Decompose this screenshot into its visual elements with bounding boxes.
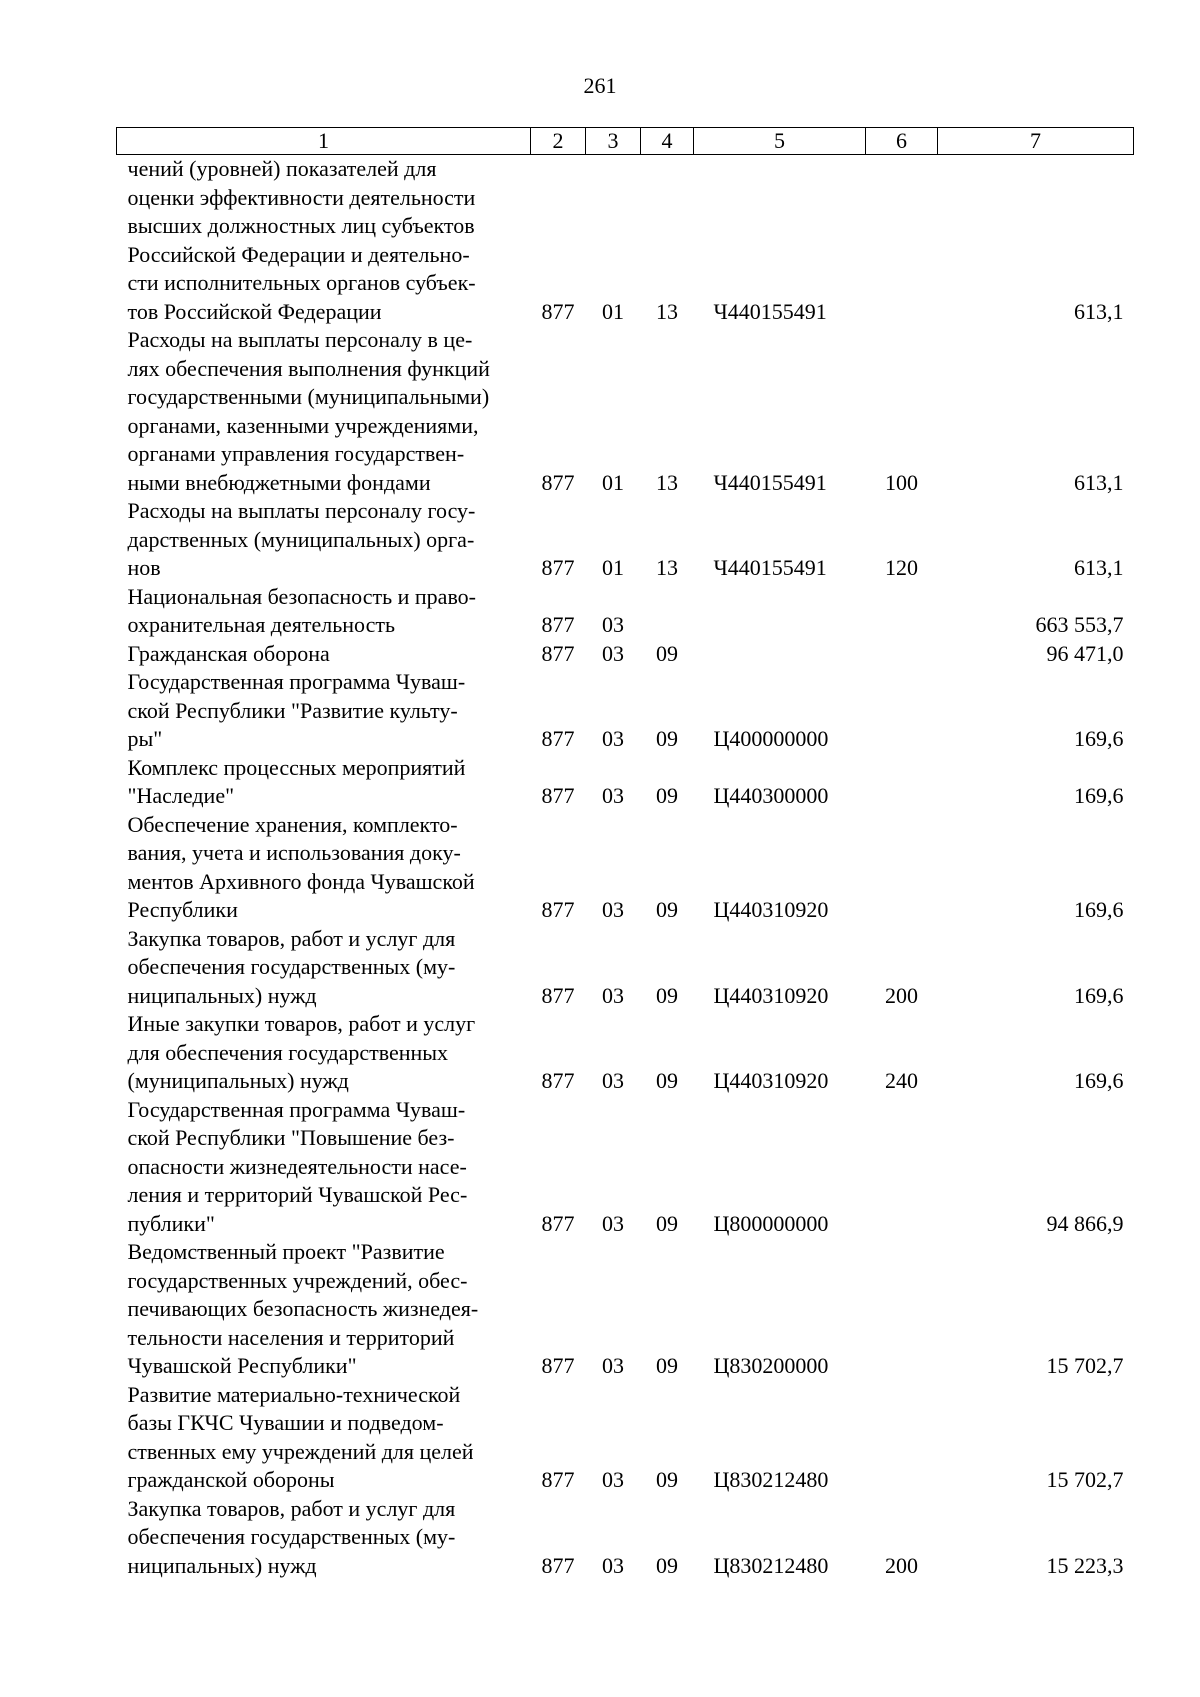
table-row	[117, 497, 1134, 583]
description-line: ментов Архивного фонда Чувашской	[127, 868, 475, 894]
description-line: органами, казенными учреждениями,	[127, 412, 479, 438]
description-line: ниципальных) нужд	[127, 982, 317, 1008]
cell-expense-type: 200	[885, 982, 918, 1008]
cell-target-article: Ц800000000	[713, 1210, 829, 1236]
row-description	[117, 1096, 531, 1239]
cell-amount: 169,6	[1074, 1068, 1124, 1093]
table-row	[117, 668, 1134, 754]
cell-admin-code: 877	[541, 897, 575, 922]
description-line: "Наследие"	[127, 783, 235, 808]
description-line: тельности населения и территорий	[127, 1324, 455, 1350]
description-line: ными внебюджетными фондами	[127, 469, 431, 495]
cell-target-article: Ц830212480	[713, 1552, 829, 1578]
table-row	[117, 754, 1134, 811]
cell-subsection: 13	[656, 555, 678, 580]
cell-section: 03	[602, 783, 624, 808]
cell-amount: 169,6	[1074, 897, 1124, 922]
description-line: охранительная деятельность	[127, 612, 396, 637]
description-line: Расходы на выплаты персоналу в це-	[127, 327, 473, 352]
cell-target-article	[694, 640, 866, 669]
description-line: ственных ему учреждений для целей	[127, 1438, 474, 1464]
cell-expense-type: 200	[885, 1552, 918, 1578]
cell-amount: 613,1	[1074, 469, 1124, 495]
description-line: государственных учреждений, обес-	[127, 1267, 468, 1293]
header-col-4: 4	[641, 128, 694, 155]
description-line: (муниципальных) нужд	[127, 1068, 349, 1093]
description-line: органами управления государствен-	[127, 441, 465, 466]
cell-amount: 94 866,9	[1046, 1210, 1124, 1236]
cell-subsection: 09	[656, 982, 678, 1008]
cell-amount: 613,1	[1074, 298, 1124, 324]
cell-section: 03	[602, 726, 624, 751]
row-description	[117, 1381, 531, 1495]
table-row	[117, 326, 1134, 497]
table-row	[117, 155, 1134, 327]
table-row	[117, 640, 1134, 669]
description-line: нов	[127, 555, 161, 580]
cell-admin-code: 877	[541, 726, 575, 751]
description-line: дарственных (муниципальных) орга-	[127, 526, 475, 552]
cell-section: 03	[602, 1552, 624, 1578]
description-line: вания, учета и использования доку-	[127, 840, 461, 865]
header-col-7: 7	[938, 128, 1134, 155]
description-line: ниципальных) нужд	[127, 1552, 317, 1578]
cell-target-article: Ч440155491	[713, 298, 827, 324]
cell-section: 03	[602, 612, 624, 637]
cell-admin-code: 877	[541, 612, 575, 637]
description-line: Расходы на выплаты персоналу госу-	[127, 498, 476, 523]
cell-section: 03	[602, 1068, 624, 1093]
cell-section: 03	[602, 1210, 624, 1236]
description-line: Иные закупки товаров, работ и услуг	[127, 1011, 476, 1036]
description-line: тов Российской Федерации	[127, 298, 382, 324]
description-line: базы ГКЧС Чувашии и подведом-	[127, 1410, 444, 1435]
cell-expense-type	[866, 1096, 938, 1239]
page-number: 261	[583, 73, 617, 98]
table-row	[117, 583, 1134, 640]
cell-subsection	[641, 583, 694, 640]
description-line: Российской Федерации и деятельно-	[127, 241, 470, 267]
row-description	[117, 1238, 531, 1381]
cell-amount: 15 223,3	[1046, 1552, 1124, 1578]
cell-admin-code: 877	[541, 1552, 575, 1578]
cell-target-article: Ч440155491	[713, 555, 827, 580]
cell-admin-code: 877	[541, 298, 575, 324]
description-line: Развитие материально-технической	[127, 1381, 461, 1407]
row-description	[117, 925, 531, 1011]
cell-amount: 613,1	[1074, 555, 1124, 580]
cell-admin-code: 877	[541, 783, 575, 808]
cell-expense-type	[866, 583, 938, 640]
cell-amount: 15 702,7	[1046, 1467, 1124, 1492]
cell-amount: 169,6	[1074, 726, 1124, 751]
cell-admin-code: 877	[541, 640, 575, 666]
description-line: Закупка товаров, работ и услуг для	[127, 1495, 456, 1521]
cell-target-article: Ч440155491	[713, 469, 827, 495]
budget-table	[116, 127, 1134, 1580]
cell-section: 01	[602, 298, 624, 324]
row-description	[117, 1010, 531, 1096]
cell-admin-code: 877	[541, 1210, 575, 1236]
cell-expense-type	[866, 668, 938, 754]
cell-subsection: 09	[656, 783, 678, 808]
header-col-3: 3	[586, 128, 641, 155]
description-line: Республики	[127, 897, 238, 922]
cell-subsection: 09	[656, 897, 678, 922]
cell-target-article: Ц440310920	[713, 897, 829, 922]
cell-section: 01	[602, 469, 624, 495]
cell-target-article: Ц400000000	[713, 726, 829, 751]
description-line: Обеспечение хранения, комплекто-	[127, 811, 458, 837]
cell-target-article: Ц440300000	[713, 783, 829, 808]
cell-subsection: 09	[656, 1552, 678, 1578]
cell-expense-type	[866, 1381, 938, 1495]
description-line: сти исполнительных органов субъек-	[127, 270, 476, 295]
cell-admin-code: 877	[541, 1353, 575, 1378]
table-header	[117, 128, 1134, 155]
cell-section: 03	[602, 1467, 624, 1492]
row-description	[117, 1495, 531, 1581]
description-line: ры"	[127, 726, 163, 751]
cell-admin-code: 877	[541, 982, 575, 1008]
table-row	[117, 1495, 1134, 1581]
description-line: обеспечения государственных (му-	[127, 1524, 456, 1549]
description-line: опасности жизнедеятельности насе-	[127, 1153, 467, 1179]
cell-admin-code: 877	[541, 1467, 575, 1492]
cell-target-article: Ц440310920	[713, 982, 829, 1008]
cell-expense-type	[866, 811, 938, 925]
description-line: публики"	[127, 1210, 215, 1236]
description-line: Чувашской Республики"	[127, 1353, 357, 1378]
cell-expense-type: 100	[885, 469, 918, 495]
row-description	[117, 583, 531, 640]
cell-amount: 15 702,7	[1046, 1353, 1124, 1378]
description-line: Закупка товаров, работ и услуг для	[127, 925, 456, 951]
cell-expense-type	[866, 155, 938, 327]
cell-section: 03	[602, 897, 624, 922]
cell-admin-code: 877	[541, 1068, 575, 1093]
row-description	[117, 155, 531, 327]
table-row	[117, 925, 1134, 1011]
cell-target-article: Ц830200000	[713, 1353, 829, 1378]
cell-amount: 663 553,7	[1035, 612, 1124, 637]
row-description	[117, 811, 531, 925]
row-description	[117, 497, 531, 583]
description-line: гражданской обороны	[127, 1467, 335, 1492]
cell-expense-type	[866, 1238, 938, 1381]
cell-subsection: 09	[656, 1210, 678, 1236]
description-line: оценки эффективности деятельности	[127, 184, 476, 210]
table-row	[117, 811, 1134, 925]
cell-expense-type	[866, 754, 938, 811]
cell-target-article	[694, 583, 866, 640]
description-line: Гражданская оборона	[127, 640, 330, 666]
description-line: Ведомственный проект "Развитие	[127, 1239, 445, 1264]
description-line: обеспечения государственных (му-	[127, 954, 456, 979]
cell-amount: 169,6	[1074, 783, 1124, 808]
cell-amount: 169,6	[1074, 982, 1124, 1008]
description-line: лях обеспечения выполнения функций	[127, 355, 490, 381]
description-line: для обеспечения государственных	[127, 1039, 449, 1065]
description-line: ления и территорий Чувашской Рес-	[127, 1182, 468, 1207]
header-col-1: 1	[117, 128, 531, 155]
cell-admin-code: 877	[541, 555, 575, 580]
cell-expense-type	[866, 640, 938, 669]
cell-section: 03	[602, 982, 624, 1008]
row-description	[117, 640, 531, 669]
description-line: чений (уровней) показателей для	[127, 156, 437, 181]
cell-section: 01	[602, 555, 624, 580]
header-col-6: 6	[866, 128, 938, 155]
table-row	[117, 1381, 1134, 1495]
table-row	[117, 1238, 1134, 1381]
row-description	[117, 326, 531, 497]
header-row	[117, 128, 1134, 155]
description-line: печивающих безопасность жизнедея-	[127, 1296, 479, 1321]
cell-subsection: 09	[656, 1353, 678, 1378]
row-description	[117, 668, 531, 754]
description-line: Государственная программа Чуваш-	[127, 1096, 466, 1122]
cell-subsection: 13	[656, 469, 678, 495]
description-line: Государственная программа Чуваш-	[127, 669, 466, 694]
description-line: Национальная безопасность и право-	[127, 583, 477, 609]
header-col-2: 2	[531, 128, 586, 155]
cell-amount: 96 471,0	[1046, 640, 1124, 666]
cell-target-article: Ц830212480	[713, 1467, 829, 1492]
row-description	[117, 754, 531, 811]
cell-section: 03	[602, 640, 624, 666]
description-line: Комплекс процессных мероприятий	[127, 754, 466, 780]
table-row	[117, 1096, 1134, 1239]
cell-expense-type: 120	[885, 555, 918, 580]
cell-section: 03	[602, 1353, 624, 1378]
cell-subsection: 09	[656, 1068, 678, 1093]
description-line: ской Республики "Развитие культу-	[127, 697, 458, 723]
cell-subsection: 09	[656, 726, 678, 751]
table-body	[117, 155, 1134, 1581]
table-row	[117, 1010, 1134, 1096]
description-line: ской Республики "Повышение без-	[127, 1125, 455, 1150]
header-col-5: 5	[694, 128, 866, 155]
cell-subsection: 13	[656, 298, 678, 324]
cell-expense-type: 240	[885, 1068, 918, 1093]
cell-subsection: 09	[656, 1467, 678, 1492]
cell-admin-code: 877	[541, 469, 575, 495]
description-line: государственными (муниципальными)	[127, 384, 490, 409]
cell-subsection: 09	[656, 640, 678, 666]
description-line: высших должностных лиц субъектов	[127, 213, 475, 238]
cell-target-article: Ц440310920	[713, 1068, 829, 1093]
